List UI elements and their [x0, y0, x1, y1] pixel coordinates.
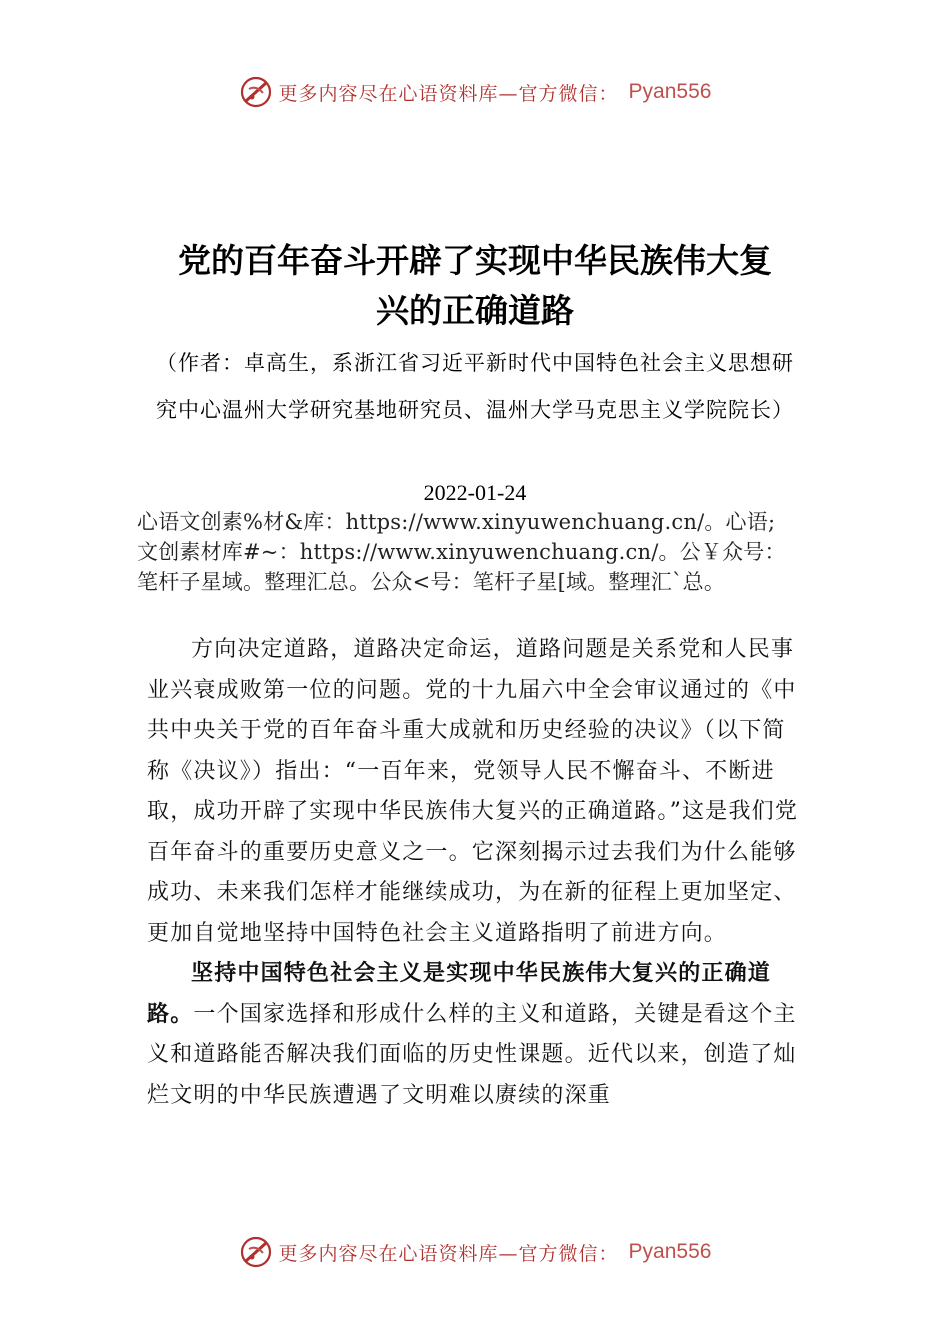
brush-logo-icon	[239, 75, 273, 109]
article-title	[0, 236, 950, 336]
title-line-2: 兴的正确道路	[376, 291, 574, 330]
watermark-footer	[0, 1230, 950, 1274]
author-info: （作者：卓高生，系浙江省习近平新时代中国特色社会主义思想研究中心温州大学研究基地研究员、温州大学马克思主义学院院长）	[156, 351, 794, 422]
paragraph-2	[147, 954, 807, 1116]
paragraph-1: 方向决定道路，道路决定命运，道路问题是关系党和人民事业兴衰成败第一位的问题。党的十九届六中全会审议通过的《中共中央关于党的百年奋斗重大成就和历史经验的决议》（以下简称《决议》）指出：“一百年来，党领导人民不懈奋斗、不断进取，成功开辟了实现中华民族伟大复兴的正确道路。”这是我们党百年奋斗的重要历史意义之一。它深刻揭示过去我们为什么能够成功、未来我们怎样才能继续成功，为在新的征程上更加坚定、更加自觉地坚持中国特色社会主义道路指明了前进方向。	[147, 637, 799, 946]
source-line: 文创素材库#~：https://www.xinyuwenchuang.cn/。公￥众号：	[137, 540, 786, 564]
publish-date: 2022-01-24	[423, 480, 527, 505]
source-note	[137, 507, 837, 597]
brush-logo-icon	[239, 1235, 273, 1269]
watermark-text: 更多内容尽在心语资料库—官方微信：	[278, 82, 619, 105]
paragraph-2-body: 一个国家选择和形成什么样的主义和道路，关键是看这个主义和道路能否解决我们面临的历史性课题。近代以来，创造了灿烂文明的中华民族遭遇了文明难以赓续的深重	[147, 1001, 797, 1108]
source-line: 心语文创素%材&库：https://www.xinyuwenchuang.cn/。心语;	[137, 510, 776, 534]
watermark-wechat-id: Pyan556	[628, 1240, 712, 1263]
article-body	[147, 630, 807, 1116]
watermark-header	[0, 70, 950, 114]
title-line-1: 党的百年奋斗开辟了实现中华民族伟大复	[178, 241, 772, 280]
paragraph-2-lead: 坚持中国特色社会主义是实现中华民族伟大复兴的正确道路。	[147, 961, 772, 1027]
source-line: 笔杆子星域。整理汇总。公众<号：笔杆子星[域。整理汇`总。	[137, 570, 726, 594]
watermark-text: 更多内容尽在心语资料库—官方微信：	[278, 1242, 619, 1265]
watermark-wechat-id: Pyan556	[628, 80, 712, 103]
